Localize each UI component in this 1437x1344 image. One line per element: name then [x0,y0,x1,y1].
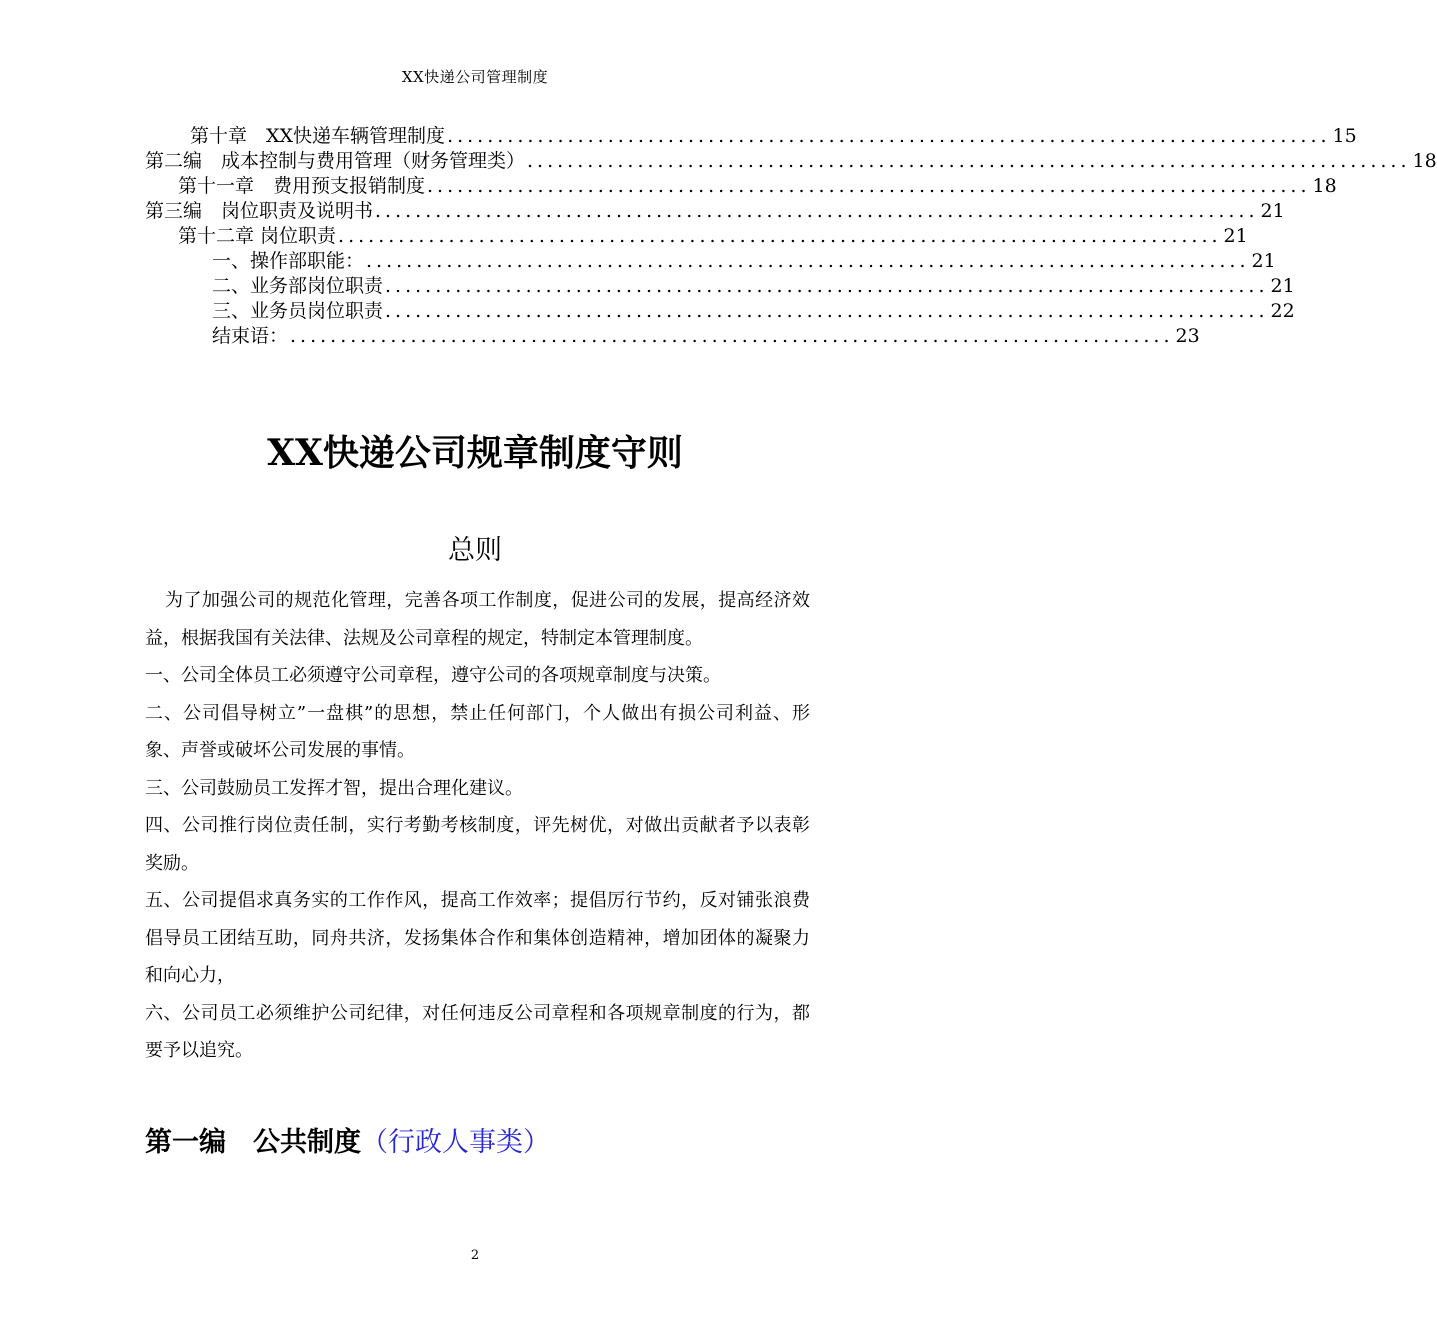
part-heading-main: 第一编 公共制度 [145,1127,361,1158]
toc-entry-page: 18 [1412,150,1437,172]
toc-leader: ........................................................................................ [366,250,1250,272]
toc-entry-page: 21 [1251,250,1276,272]
body-paragraph: 三、公司鼓励员工发挥才智，提出合理化建议。 [145,777,523,799]
toc-leader: ........................................................................................ [385,300,1269,322]
part-heading [145,1120,550,1159]
toc-entry-page: 23 [1175,325,1200,347]
toc-entry-page: 22 [1270,300,1295,322]
toc-entry-title: 结束语： [212,325,289,347]
body-paragraph: 二、公司倡导树立”一盘棋”的思想，禁止任何部门，个人做出有损公司利益、形象、声誉或破坏公司发展的事情。 [145,702,810,761]
document-body [145,582,810,1070]
page-header: XX快递公司管理制度 [401,68,549,86]
toc-entry[interactable] [145,324,1200,349]
toc-entry[interactable] [145,299,1295,324]
toc-entry-title: 第三编 岗位职责及说明书 [145,200,374,222]
toc-entry-page: 21 [1223,225,1248,247]
toc-entry-title: 三、业务员岗位职责 [212,300,384,322]
toc-entry[interactable] [145,199,1285,224]
section-title: 总则 [448,535,502,566]
toc-entry-title: 第十章 XX快递车辆管理制度 [190,125,446,147]
toc-leader: ........................................................................................ [427,175,1311,197]
toc-leader: ........................................................................................ [375,200,1259,222]
toc-entry[interactable] [145,224,1248,249]
toc-leader: ........................................................................................ [447,125,1331,147]
toc-entry[interactable] [145,274,1295,299]
toc-entry[interactable] [145,124,1357,149]
toc-entry[interactable] [145,249,1276,274]
toc-entry[interactable] [145,149,1437,174]
part-heading-sub: （行政人事类） [361,1127,550,1158]
toc-entry-title: 第十一章 费用预支报销制度 [178,175,426,197]
page-number: 2 [470,1248,480,1263]
toc-entry-title: 第十二章 岗位职责 [178,225,337,247]
toc-leader: ........................................................................................ [290,325,1174,347]
toc-entry-page: 21 [1260,200,1285,222]
toc-entry-title: 第二编 成本控制与费用管理（财务管理类） [145,150,526,172]
toc-leader: ........................................................................................ [338,225,1222,247]
toc-entry-title: 一、操作部职能： [212,250,365,272]
body-paragraph: 为了加强公司的规范化管理，完善各项工作制度，促进公司的发展，提高经济效益，根据我国有关法律、法规及公司章程的规定，特制定本管理制度。 [145,590,810,649]
toc-leader: ........................................................................................ [527,150,1411,172]
toc-entry-page: 18 [1312,175,1337,197]
body-paragraph: 四、公司推行岗位责任制，实行考勤考核制度，评先树优，对做出贡献者予以表彰奖励。 [145,815,810,874]
toc-entry-page: 15 [1332,125,1357,147]
toc-entry-title: 二、业务部岗位职责 [212,275,384,297]
table-of-contents [145,124,1437,349]
body-paragraph: 一、公司全体员工必须遵守公司章程，遵守公司的各项规章制度与决策。 [145,665,721,686]
document-title: XX快递公司规章制度守则 [267,432,683,474]
body-paragraph: 五、公司提倡求真务实的工作作风，提高工作效率；提倡厉行节约，反对铺张浪费倡导员工团结互助，同舟共济，发扬集体合作和集体创造精神，增加团体的凝聚力和向心力， [145,890,810,986]
toc-entry-page: 21 [1270,275,1295,297]
body-paragraph: 六、公司员工必须维护公司纪律，对任何违反公司章程和各项规章制度的行为，都要予以追究。 [145,1002,810,1061]
toc-leader: ........................................................................................ [385,275,1269,297]
toc-entry[interactable] [145,174,1337,199]
